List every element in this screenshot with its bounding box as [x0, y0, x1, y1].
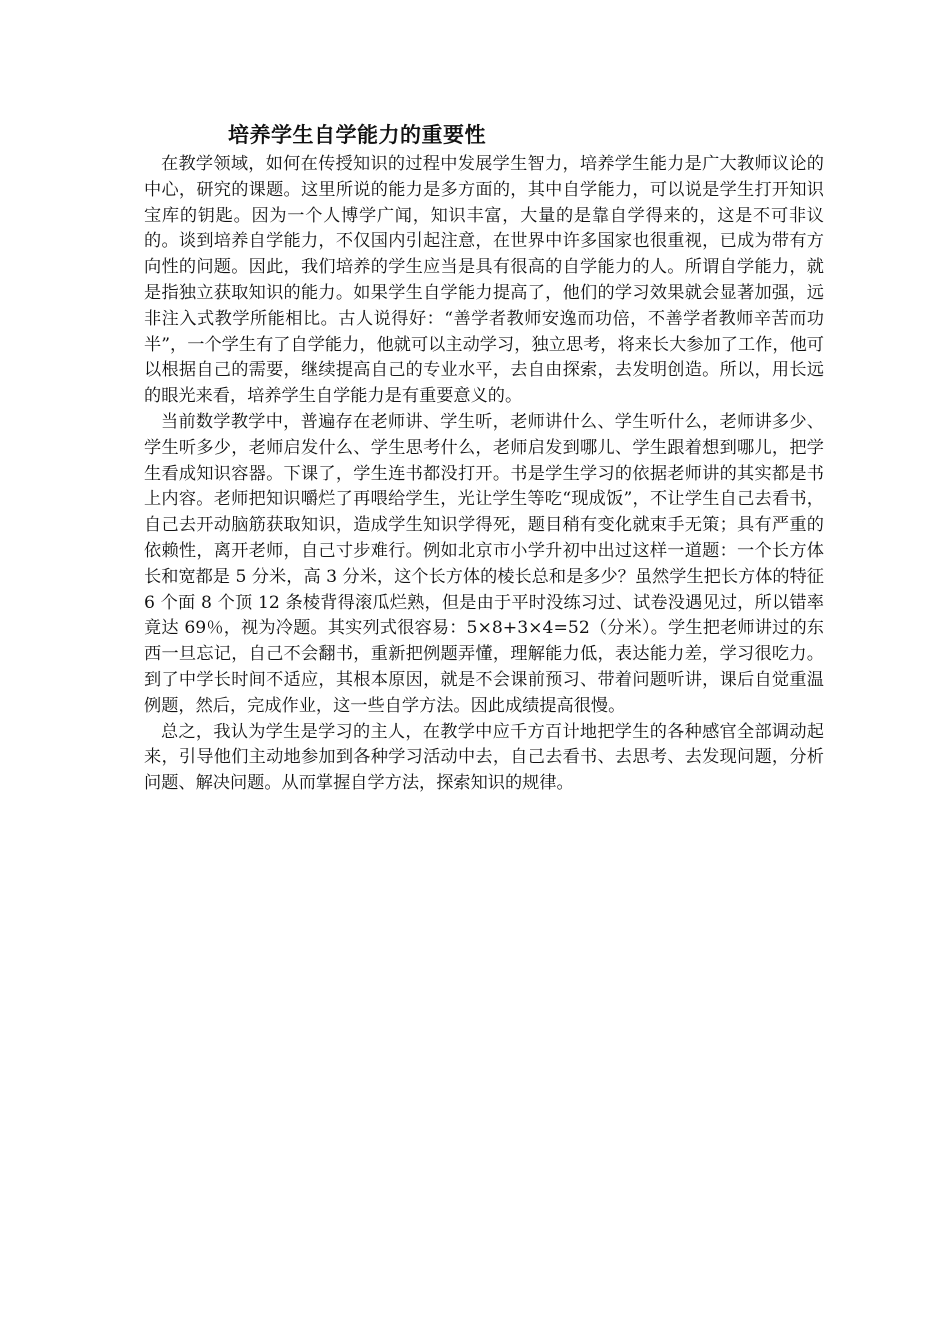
document-body [144, 120, 824, 797]
document-title: 培养学生自学能力的重要性 [228, 123, 486, 147]
paragraph-intro: 在教学领域，如何在传授知识的过程中发展学生智力，培养学生能力是广大教师议论的中心，研究的课题。这里所说的能力是多方面的，其中自学能力，可以说是学生打开知识宝库的钥匙。因为一个人博学广闻，知识丰富，大量的是靠自学得来的，这是不可非议的。谈到培养自学能力，不仅国内引起注意，在世界中许多国家也很重视，已成为带有方向性的问题。因此，我们培养的学生应当是具有很高的自学能力的人。所谓自学能力，就是指独立获取知识的能力。如果学生自学能力提高了，他们的学习效果就会显著加强，远非注入式教学所能相比。古人说得好：“善学者教师安逸而功倍，不善学者教师辛苦而功半”，一个学生有了自学能力，他就可以主动学习，独立思考，将来长大参加了工作，他可以根据自己的需要，继续提高自己的专业水平，去自由探索，去发明创造。所以，用长远的眼光来看，培养学生自学能力是有重要意义的。 [144, 154, 824, 407]
paragraph-current-teaching: 当前数学教学中，普遍存在老师讲、学生听，老师讲什么、学生听什么，老师讲多少、学生听多少，老师启发什么、学生思考什么，老师启发到哪儿、学生跟着想到哪儿，把学生看成知识容器。下课了，学生连书都没打开。书是学生学习的依据老师讲的其实都是书上内容。老师把知识嚼烂了再喂给学生，光让学生等吃“现成饭”，不让学生自己去看书，自己去开动脑筋获取知识，造成学生知识学得死，题目稍有变化就束手无策；具有严重的依赖性，离开老师，自己寸步难行。例如北京市小学升初中出过这样一道题：一个长方体长和宽都是 5 分米，高 3 分米，这个长方体的棱长总和是多少？虽然学生把长方体的特征 6 个面 8 个顶 12 条棱背得滚瓜烂熟，但是由于平时没练习过、试卷没遇见过，所以错率竟达 69％，视为冷题。其实列式很容易：5×8+3×4=52（分米）。学生把老师讲过的东西一旦忘记，自己不会翻书，重新把例题弄懂，理解能力低，表达能力差，学习很吃力。到了中学长时间不适应，其根本原因，就是不会课前预习、带着问题听讲，课后自觉重温例题，然后，完成作业，这一些自学方法。因此成绩提高很慢。 [144, 411, 824, 716]
paragraph-conclusion: 总之，我认为学生是学习的主人，在教学中应千方百计地把学生的各种感官全部调动起来，引导他们主动地参加到各种学习活动中去，自己去看书、去思考、去发现问题，分析问题、解决问题。从而掌握自学方法，探索知识的规律。 [144, 721, 824, 794]
